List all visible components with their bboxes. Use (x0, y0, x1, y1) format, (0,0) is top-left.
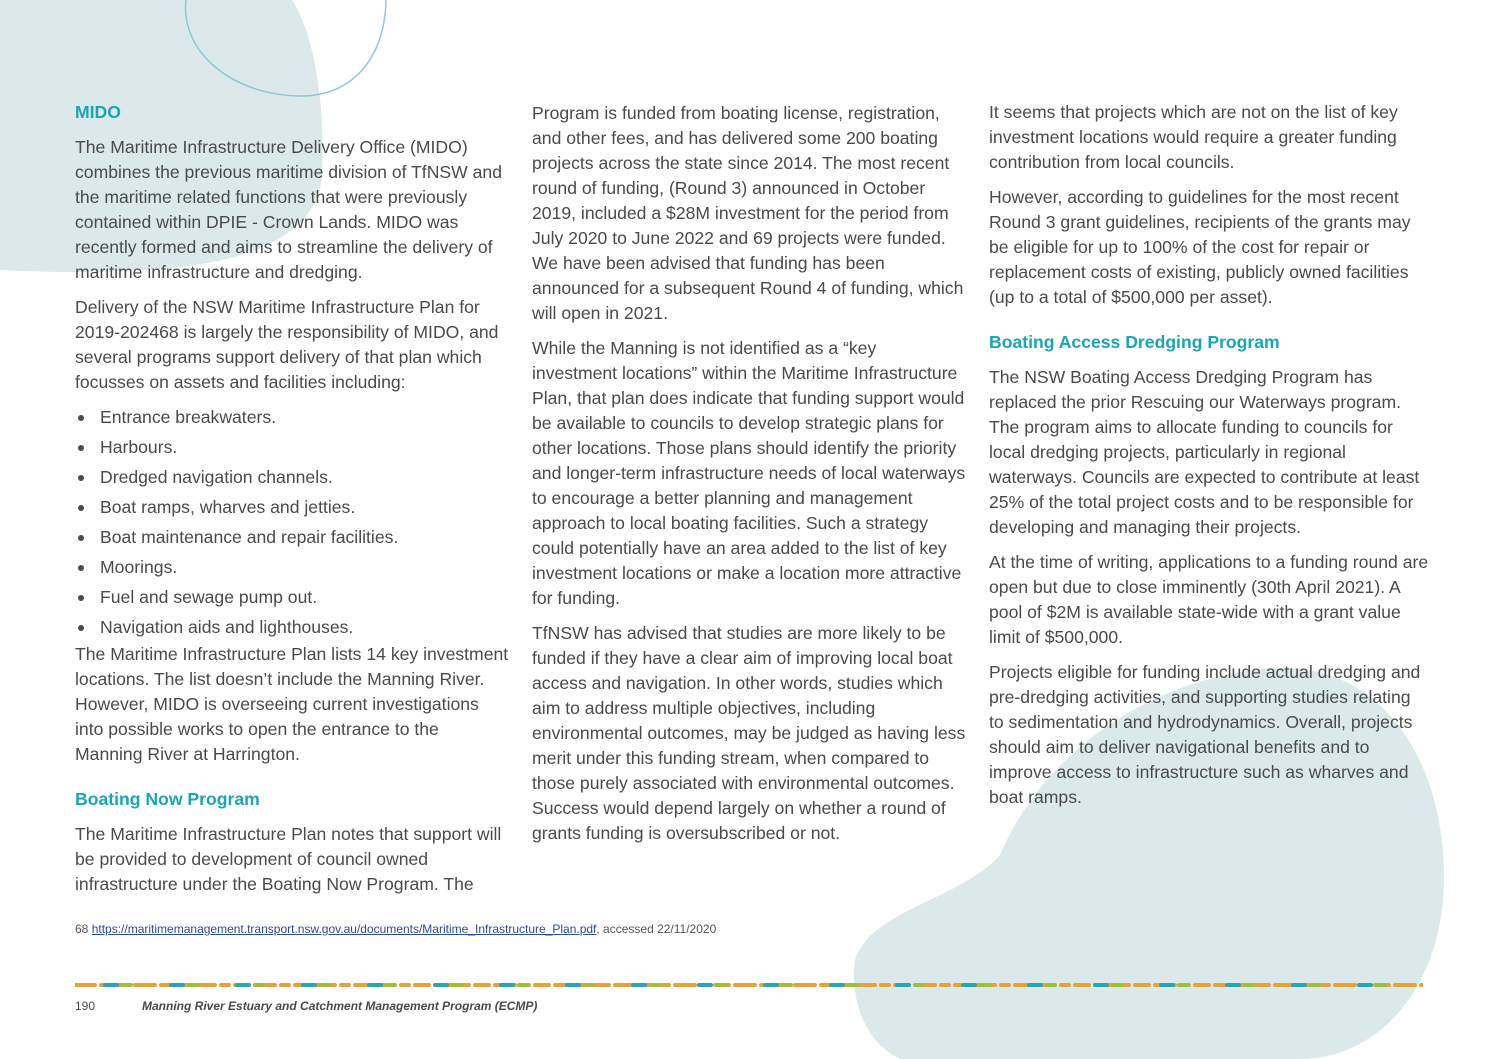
list-item: Boat ramps, wharves and jetties. (75, 495, 509, 520)
list-item: Fuel and sewage pump out. (75, 585, 509, 610)
bullet-icon (78, 505, 84, 511)
list-item: Moorings. (75, 555, 509, 580)
heading-mido: MIDO (75, 102, 121, 122)
footnote-link[interactable]: https://maritimemanagement.transport.nsw.gov.au/documents/Maritime_Infrastructure_Plan.pdf (91, 922, 597, 936)
boating-now-paragraph: The Maritime Infrastructure Plan notes that support will be provided to development of council owned infrastructure under the Boating Now Program. The (75, 824, 502, 894)
bullet-icon (78, 565, 84, 571)
manning-strategy-paragraph: While the Manning is not identified as a “key investment locations” within the Maritime Infrastructure Plan, that plan does indicate that funding support would be available to councils to develop strategic plans for other locations. Those plans should identify the priority and longer-term infrastructure needs of local waterways to encourage a better planning and management approach to local boating facilities. Such a strategy could potentially have an area added to the list of key investment locations or make a location more attractive for funding. (532, 338, 966, 608)
eligible-projects-paragraph: Projects eligible for funding include actual dredging and pre-dredging activities, and supporting studies relating to sedimentation and hydrodynamics. Overall, projects should aim to deliver navigational benefits and to improve access to infrastructure such as wharves and boat ramps. (989, 662, 1421, 807)
bullet-icon (78, 595, 84, 601)
list-item: Boat maintenance and repair facilities. (75, 525, 509, 550)
footnote-suffix: , accessed 22/11/2020 (596, 922, 717, 936)
page-number: 190 (75, 999, 96, 1013)
footnote-number: 68 (75, 922, 89, 936)
asset-list (75, 405, 509, 640)
footnote (75, 922, 716, 936)
heading-boating-now: Boating Now Program (75, 789, 260, 809)
bullet-icon (78, 535, 84, 541)
column-left (75, 100, 509, 907)
bullet-icon (78, 415, 84, 421)
page-footer (75, 999, 537, 1013)
column-right (989, 100, 1429, 820)
tfnsw-advice-paragraph: TfNSW has advised that studies are more likely to be funded if they have a clear aim of improving local boat access and navigation. In other words, studies which aim to address multiple objectives, including environmental outcomes, may be judged as having less merit under this funding stream, when compared to those purely associated with environmental outcomes. Success would depend largely on whether a round of grants funding is oversubscribed or not. (532, 623, 966, 843)
funding-round-paragraph: At the time of writing, applications to a funding round are open but due to close imminently (30th April 2021). A pool of $2M is available state-wide with a grant value limit of $500,000. (989, 552, 1429, 647)
bullet-icon (78, 445, 84, 451)
funding-paragraph: Program is funded from boating license, registration, and other fees, and has delivered some 200 boating projects across the state since 2014. The most recent round of funding, (Round 3) announced in October 2019, included a $28M investment for the period from July 2020 to June 2022 and 69 projects were funded. We have been advised that funding has been announced for a subsequent Round 4 of funding, which will open in 2021. (532, 103, 964, 323)
list-item: Dredged navigation channels. (75, 465, 509, 490)
key-locations-paragraph: The Maritime Infrastructure Plan lists 14 key investment locations. The list doesn’t include the Manning River. However, MIDO is overseeing current investigations into possible works to open the entrance to the Manning River at Harrington. (75, 644, 509, 764)
heading-dredging-program: Boating Access Dredging Program (989, 332, 1280, 352)
column-middle (532, 101, 966, 856)
bullet-icon (78, 625, 84, 631)
bullet-icon (78, 475, 84, 481)
mido-plan-paragraph: Delivery of the NSW Maritime Infrastructure Plan for 2019-202468 is largely the responsibility of MIDO, and several programs support delivery of that plan which focusses on assets and facilities including: (75, 297, 499, 392)
council-contribution-paragraph: It seems that projects which are not on the list of key investment locations would require a greater funding contribution from local councils. (989, 102, 1398, 172)
list-item: Entrance breakwaters. (75, 405, 509, 430)
dashed-divider (75, 981, 1423, 989)
grant-guidelines-paragraph: However, according to guidelines for the most recent Round 3 grant guidelines, recipients of the grants may be eligible for up to 100% of the cost for repair or replacement costs of existing, publicly owned facilities (up to a total of $500,000 per asset). (989, 187, 1411, 307)
document-title: Manning River Estuary and Catchment Management Program (ECMP) (142, 999, 538, 1013)
dredging-program-paragraph: The NSW Boating Access Dredging Program has replaced the prior Rescuing our Waterways program. The program aims to allocate funding to councils for local dredging projects, particularly in regional waterways. Councils are expected to contribute at least 25% of the total project costs and to be responsible for developing and managing their projects. (989, 367, 1420, 537)
list-item: Harbours. (75, 435, 509, 460)
list-item: Navigation aids and lighthouses. (75, 615, 509, 640)
mido-intro-paragraph: The Maritime Infrastructure Delivery Office (MIDO) combines the previous maritime division of TfNSW and the maritime related functions that were previously contained within DPIE - Crown Lands. MIDO was recently formed and aims to streamline the delivery of maritime infrastructure and dredging. (75, 137, 502, 282)
